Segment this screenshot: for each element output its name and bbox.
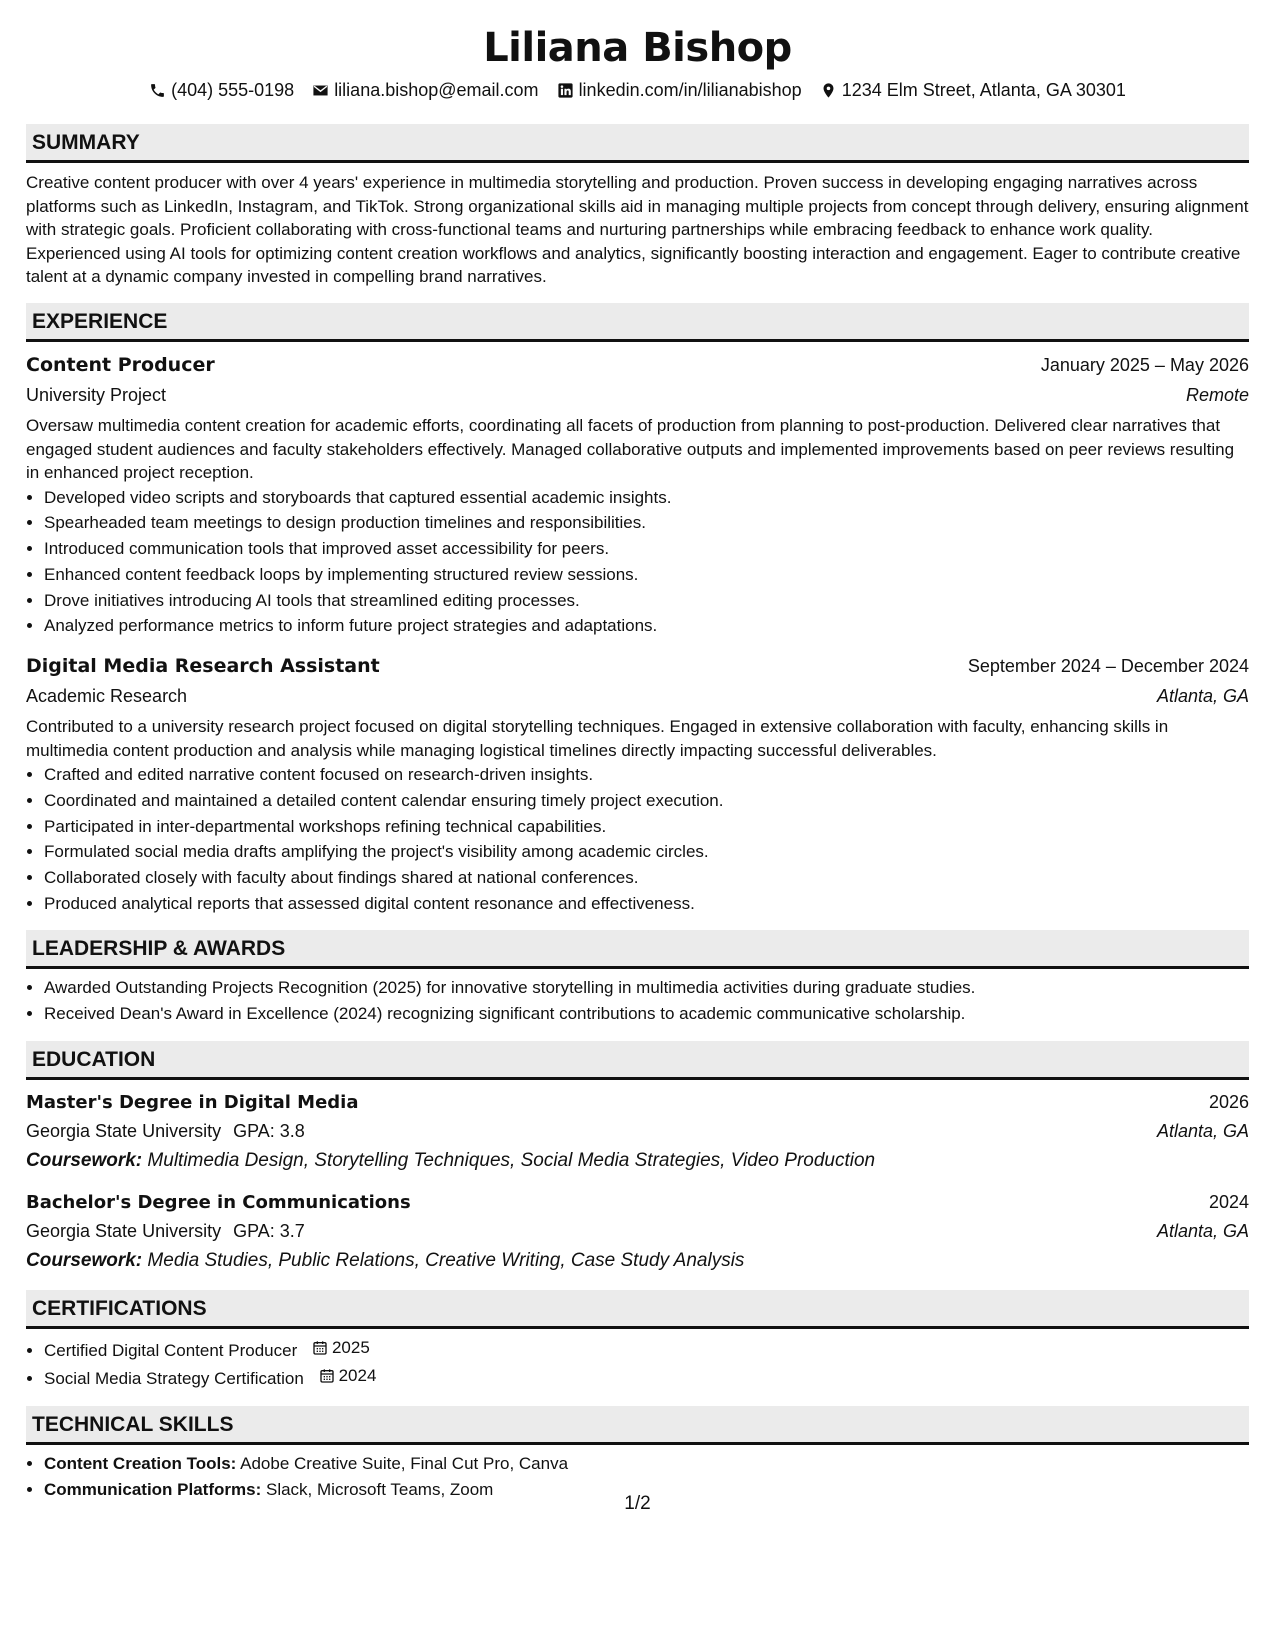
contact-email[interactable] bbox=[312, 78, 538, 102]
section-heading: SUMMARY bbox=[26, 124, 1249, 163]
skill-value: Slack, Microsoft Teams, Zoom bbox=[265, 1479, 494, 1499]
job-title: Content Producer bbox=[26, 353, 215, 376]
school-name: Georgia State University bbox=[26, 1220, 222, 1241]
section-heading: LEADERSHIP & AWARDS bbox=[26, 930, 1249, 969]
list-item: • Drove initiatives introducing AI tools that streamlined editing processes. bbox=[44, 588, 1249, 614]
page-number: 1/2 bbox=[624, 1493, 651, 1514]
list-item: • Collaborated closely with faculty about findings shared at national conferences. bbox=[44, 865, 1249, 891]
list-item: • Awarded Outstanding Projects Recognition (2025) for innovative storytelling in multimedia activities during graduate studies. bbox=[44, 975, 1249, 1001]
list-item: • Received Dean's Award in Excellence (2024) recognizing significant contributions to academic communicative scholarship. bbox=[44, 1001, 1249, 1027]
phone-text: (404) 555-0198 bbox=[171, 80, 295, 100]
calendar-icon bbox=[319, 1368, 335, 1384]
school-location: Atlanta, GA bbox=[1156, 1120, 1249, 1141]
degree-year: 2026 bbox=[1208, 1091, 1249, 1112]
list-item bbox=[44, 1451, 1249, 1477]
job-title: Digital Media Research Assistant bbox=[26, 654, 380, 677]
list-item: • Enhanced content feedback loops by implementing structured review sessions. bbox=[44, 562, 1249, 588]
coursework-label: Coursework: bbox=[26, 1249, 143, 1271]
candidate-name: Liliana Bishop bbox=[483, 25, 792, 71]
leadership-section bbox=[26, 930, 1249, 1026]
contact-address bbox=[820, 78, 1126, 102]
skills-section bbox=[26, 1406, 1249, 1502]
gpa: GPA: 3.7 bbox=[233, 1220, 305, 1241]
degree-title: Master's Degree in Digital Media bbox=[26, 1091, 359, 1113]
list-item: • Formulated social media drafts amplifying the project's visibility among academic circles. bbox=[44, 839, 1249, 865]
coursework-label: Coursework: bbox=[26, 1149, 143, 1171]
job-description: Oversaw multimedia content creation for academic efforts, coordinating all facets of production from planning to post-production. Delivered clear narratives that engaged student audiences and faculty stakeholders effectively. Managed collaborative outputs and implemented improvements based on peer reviews resulting in enhanced project reception. bbox=[26, 415, 1235, 483]
certification-date: 2024 bbox=[338, 1366, 377, 1386]
coursework bbox=[26, 1246, 1249, 1276]
job-entry bbox=[26, 651, 1249, 916]
summary-section bbox=[26, 124, 1249, 289]
coursework bbox=[26, 1146, 1249, 1176]
contact-bar bbox=[26, 78, 1249, 102]
skill-label: Communication Platforms: bbox=[44, 1479, 262, 1499]
school-location: Atlanta, GA bbox=[1156, 1220, 1249, 1241]
job-entry bbox=[26, 350, 1249, 639]
certification-date: 2025 bbox=[331, 1337, 370, 1357]
address-text: 1234 Elm Street, Atlanta, GA 30301 bbox=[841, 80, 1126, 100]
skill-value: Adobe Creative Suite, Final Cut Pro, Canva bbox=[240, 1453, 569, 1473]
section-heading: EDUCATION bbox=[26, 1041, 1249, 1080]
list-item: • Coordinated and maintained a detailed content calendar ensuring timely project execution. bbox=[44, 788, 1249, 814]
degree-year: 2024 bbox=[1208, 1191, 1249, 1212]
job-bullets bbox=[26, 762, 1249, 916]
list-item: • Produced analytical reports that assessed digital content resonance and effectiveness. bbox=[44, 891, 1249, 917]
degree-title: Bachelor's Degree in Communications bbox=[26, 1191, 411, 1213]
list-item: • Participated in inter-departmental workshops refining technical capabilities. bbox=[44, 814, 1249, 840]
job-organization: Academic Research bbox=[26, 685, 188, 706]
phone-icon bbox=[149, 82, 166, 99]
certifications-list bbox=[26, 1335, 1249, 1392]
job-dates: January 2025 – May 2026 bbox=[1040, 354, 1249, 375]
certifications-section bbox=[26, 1290, 1249, 1392]
awards-list bbox=[26, 975, 1249, 1026]
list-item: • Crafted and edited narrative content focused on research-driven insights. bbox=[44, 762, 1249, 788]
job-location: Remote bbox=[1185, 384, 1249, 405]
job-location: Atlanta, GA bbox=[1156, 685, 1249, 706]
certification-name: Social Media Strategy Certification bbox=[44, 1369, 304, 1389]
list-item bbox=[44, 1363, 1249, 1392]
coursework-list: Multimedia Design, Storytelling Techniques, Social Media Strategies, Video Production bbox=[147, 1149, 876, 1171]
contact-phone bbox=[149, 78, 294, 102]
location-icon bbox=[820, 82, 837, 99]
certification-name: Certified Digital Content Producer bbox=[44, 1340, 298, 1360]
section-heading: TECHNICAL SKILLS bbox=[26, 1406, 1249, 1445]
section-heading: CERTIFICATIONS bbox=[26, 1290, 1249, 1329]
education-entry bbox=[26, 1088, 1249, 1176]
calendar-icon bbox=[312, 1340, 328, 1356]
contact-linkedin[interactable] bbox=[557, 78, 802, 102]
linkedin-icon bbox=[557, 82, 574, 99]
experience-section bbox=[26, 303, 1249, 916]
linkedin-text: linkedin.com/in/lilianabishop bbox=[578, 80, 802, 100]
gpa: GPA: 3.8 bbox=[233, 1120, 305, 1141]
coursework-list: Media Studies, Public Relations, Creative Writing, Case Study Analysis bbox=[147, 1249, 745, 1271]
school-name: Georgia State University bbox=[26, 1120, 222, 1141]
education-section bbox=[26, 1041, 1249, 1276]
list-item: • Developed video scripts and storyboards that captured essential academic insights. bbox=[44, 485, 1249, 511]
job-dates: September 2024 – December 2024 bbox=[967, 655, 1249, 676]
list-item: • Spearheaded team meetings to design production timelines and responsibilities. bbox=[44, 510, 1249, 536]
job-description: Contributed to a university research project focused on digital storytelling techniques. Engaged in extensive collaboration with faculty, enhancing skills in multimedia content production and analysis while managing logistical timelines directly impacting successful deliverables. bbox=[26, 716, 1169, 760]
job-bullets bbox=[26, 485, 1249, 639]
education-entry bbox=[26, 1188, 1249, 1276]
email-icon bbox=[312, 82, 329, 99]
section-heading: EXPERIENCE bbox=[26, 303, 1249, 342]
list-item bbox=[44, 1335, 1249, 1364]
list-item: • Introduced communication tools that improved asset accessibility for peers. bbox=[44, 536, 1249, 562]
summary-text: Creative content producer with over 4 years' experience in multimedia storytelling and production. Proven success in developing engaging narratives across platforms such as LinkedIn, Instagram, and TikTok. Strong organizational skills aid in managing multiple projects from concept through delivery, ensuring alignment with strategic goals. Proficient collaborating with cross-functional teams and nurturing partnerships while embracing feedback to enhance work quality. Experienced using AI tools for optimizing content creation workflows and analytics, significantly boosting interaction and engagement. Eager to contribute creative talent at a dynamic company invested in compelling brand narratives. bbox=[26, 173, 1249, 287]
list-item: • Analyzed performance metrics to inform future project strategies and adaptations. bbox=[44, 613, 1249, 639]
job-organization: University Project bbox=[26, 384, 167, 405]
skill-label: Content Creation Tools: bbox=[44, 1453, 237, 1473]
email-text: liliana.bishop@email.com bbox=[334, 80, 539, 100]
